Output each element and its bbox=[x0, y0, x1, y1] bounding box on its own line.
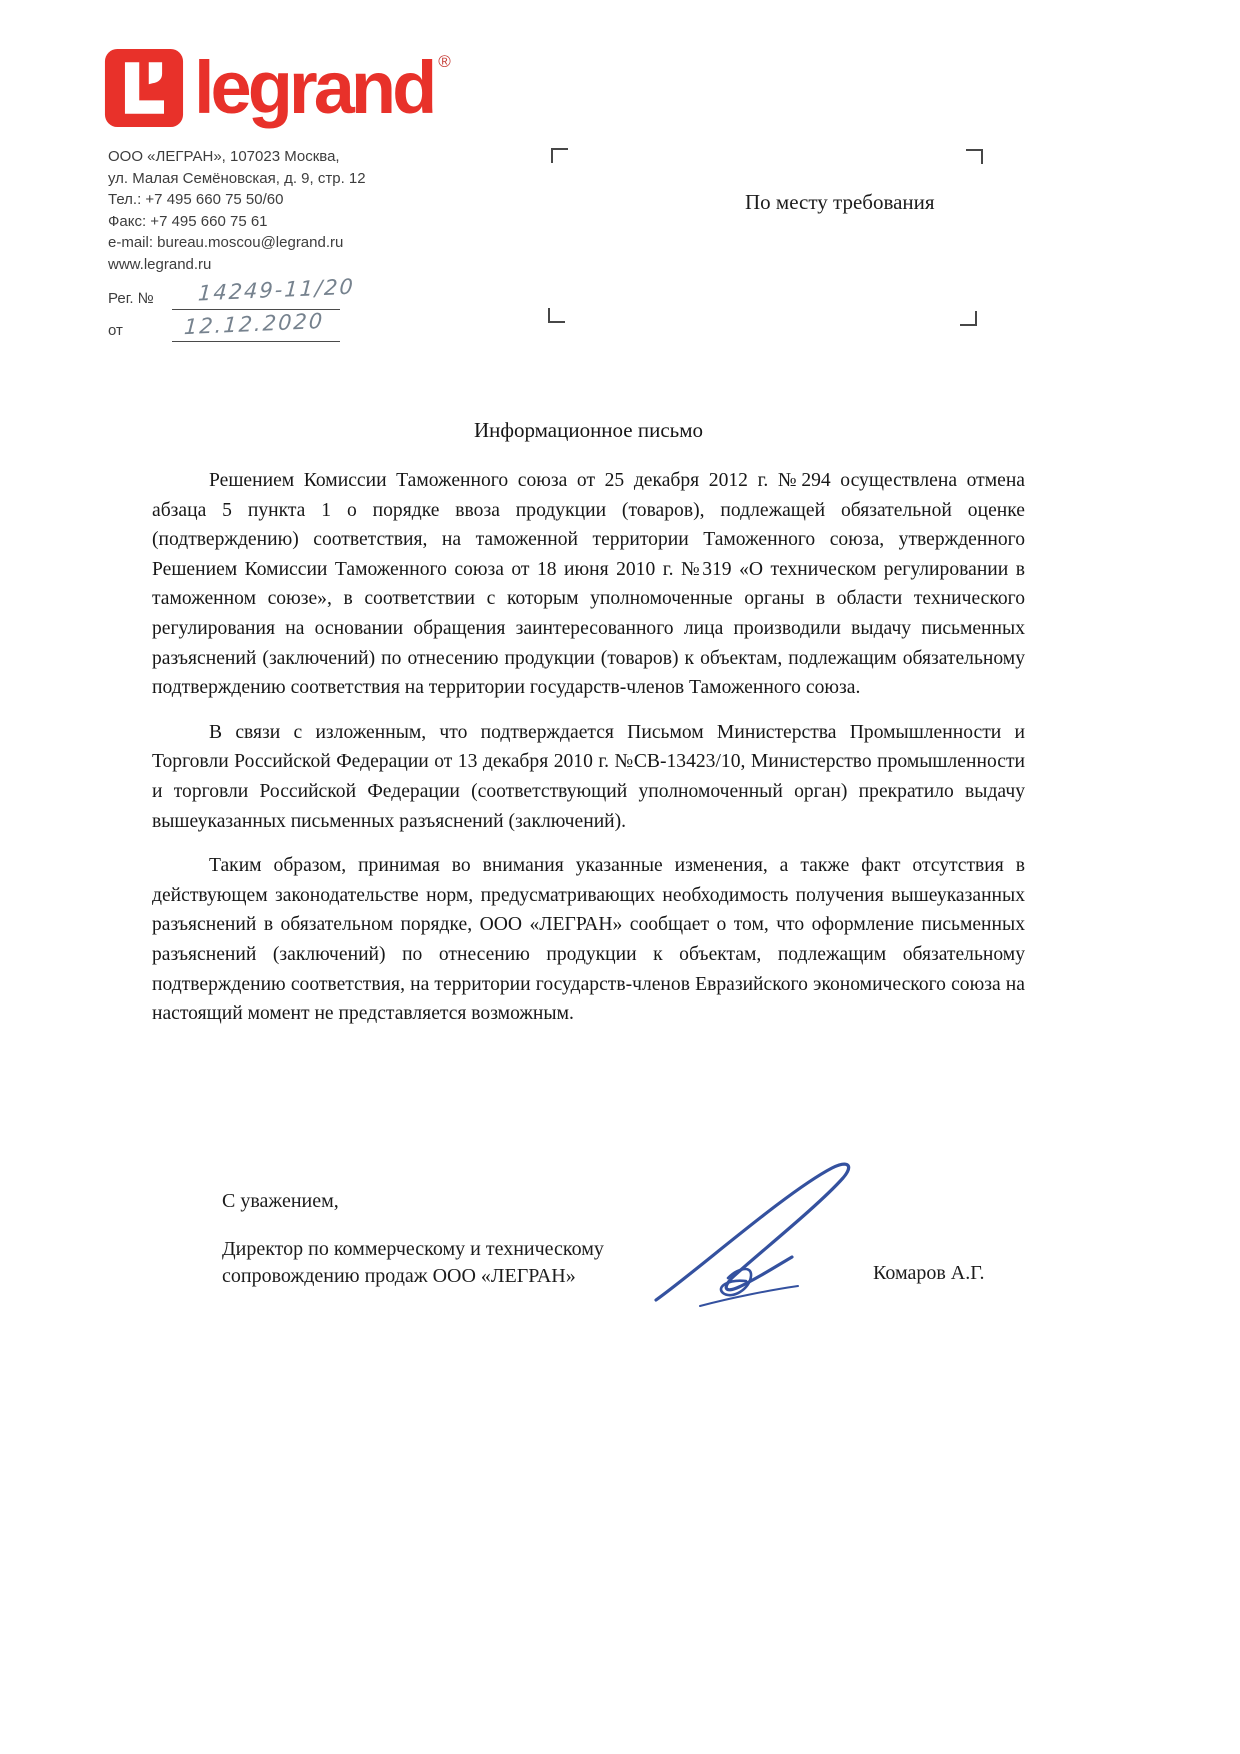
legrand-logo bbox=[104, 48, 451, 128]
logo-text: legrand bbox=[194, 46, 434, 129]
company-email-line: e-mail: bureau.moscou@legrand.ru bbox=[108, 234, 344, 251]
signer-title: Директор по коммерческому и техническому сопровождению продаж ООО «ЛЕГРАН» bbox=[222, 1238, 604, 1287]
date-label: от bbox=[108, 322, 123, 339]
company-address-line: ул. Малая Семёновская, д. 9, стр. 12 bbox=[108, 169, 366, 187]
letter-title: Информационное письмо bbox=[473, 418, 704, 442]
address-corner-mark-bottom-left bbox=[548, 308, 565, 323]
signer-name: Комаров А.Г. bbox=[873, 1262, 985, 1284]
closing-salutation: С уважением, bbox=[222, 1190, 339, 1212]
letter-body bbox=[152, 466, 1025, 1044]
paragraph-2: В связи с изложенным, что подтверждается Письмом Министерства Промышленности и Торговли Российской Федерации от 13 декабря 2010 г. №СВ-13423/10, Министерство промышленности и торговли Российской Федерации (соответствующий уполномоченный орган) прекратило выдачу вышеуказанных письменных разъяснений (заключений). bbox=[152, 721, 1025, 832]
paragraph-1: Решением Комиссии Таможенного союза от 25 декабря 2012 г. №294 осуществлена отмена абзаца 5 пункта 1 о порядке ввоза продукции (товаров), подлежащей обязательной оценке (подтверждению) соответствия, на таможенной территории Таможенного союза, утвержденного Решением Комиссии Таможенного союза от 18 июня 2010 г. №319 «О техническом регулировании в таможенном союзе», в соответствии с которым уполномоченные органы в области технического регулирования на основании обращения заинтересованного лица производили выдачу письменных разъяснений (заключений) по отнесению продукции (товаров) к объектам, подлежащим обязательному подтверждению соответствия на территории государств-членов Таможенного союза. bbox=[152, 470, 1025, 699]
paragraph-3: Таким образом, принимая во внимания указанные изменения, а также факт отсутствия в действующем законодательстве норм, предусматривающих необходимость получения вышеуказанных разъяснений в обязательном порядке, ООО «ЛЕГРАН» сообщает о том, что оформление письменных разъяснений (заключений) по отнесению продукции к объектам, подлежащим обязательному подтверждению соответствия, на территории государств-членов Евразийского экономического союза на настоящий момент не представляется возможным. bbox=[152, 855, 1025, 1025]
company-fax-line: Факс: +7 495 660 75 61 bbox=[108, 212, 268, 230]
date-line bbox=[172, 341, 340, 342]
company-phone-line: Тел.: +7 495 660 75 50/60 bbox=[108, 191, 284, 208]
reg-number-handwritten-value: 14249-11/20 bbox=[197, 274, 356, 306]
company-contact-block bbox=[108, 146, 366, 275]
address-corner-mark-top-left bbox=[551, 148, 568, 163]
recipient-note: По месту требования bbox=[745, 190, 935, 214]
company-name-line: ООО «ЛЕГРАН», 107023 Москва, bbox=[108, 148, 340, 165]
reg-number-label: Рег. № bbox=[108, 290, 154, 307]
legrand-logo-icon bbox=[104, 48, 184, 128]
address-corner-mark-top-right bbox=[966, 149, 983, 164]
date-handwritten-value: 12.12.2020 bbox=[183, 308, 325, 340]
address-corner-mark-bottom-right bbox=[960, 311, 977, 326]
company-website-line: www.legrand.ru bbox=[108, 255, 212, 273]
signature-icon bbox=[640, 1148, 890, 1318]
registered-trademark: ® bbox=[438, 52, 451, 71]
